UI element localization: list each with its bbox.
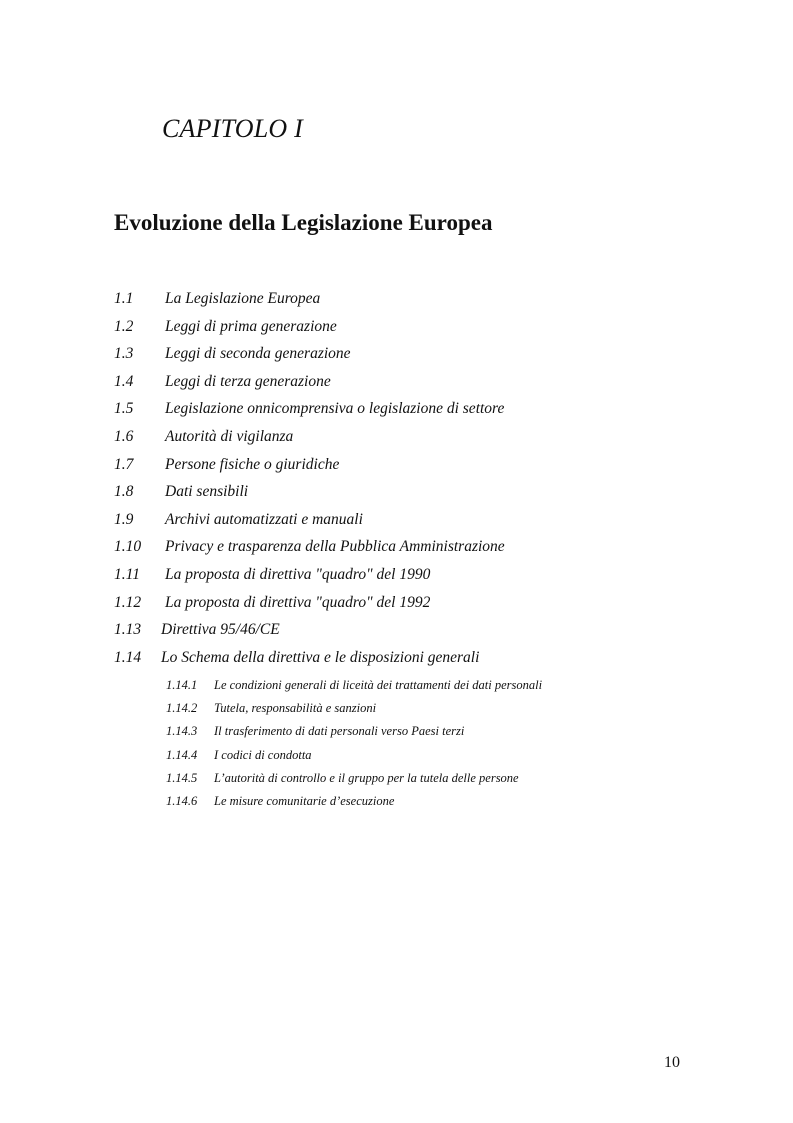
toc-subentry-title: Le misure comunitarie d’esecuzione <box>214 793 395 808</box>
toc-entry-1-1 <box>114 290 734 318</box>
toc-subentry-1-14-3 <box>166 724 726 747</box>
toc-subentry-title: Il trasferimento di dati personali verso Paesi terzi <box>214 724 465 739</box>
chapter-title: Evoluzione della Legislazione Europea <box>114 210 493 235</box>
toc-entry-title: Autorità di vigilanza <box>165 427 294 445</box>
toc-entry-number: 1.3 <box>114 345 134 363</box>
toc-entry-number: 1.4 <box>114 372 134 390</box>
toc-entry-number: 1.6 <box>114 427 134 445</box>
toc-entry-title: Privacy e trasparenza della Pubblica Amministrazione <box>165 538 505 556</box>
toc-entry-1-8 <box>114 483 734 511</box>
toc-subentry-1-14-5 <box>166 771 726 794</box>
toc-entry-1-13 <box>114 621 734 649</box>
table-of-contents <box>114 290 734 676</box>
toc-subentry-number: 1.14.2 <box>166 701 198 716</box>
toc-entry-1-3 <box>114 345 734 373</box>
toc-subentry-number: 1.14.3 <box>166 724 198 739</box>
toc-entry-title: Direttiva 95/46/CE <box>161 621 280 639</box>
toc-entry-1-4 <box>114 373 734 401</box>
toc-entry-1-6 <box>114 428 734 456</box>
toc-subentry-number: 1.14.6 <box>166 793 198 808</box>
toc-entry-number: 1.12 <box>114 593 142 611</box>
toc-entry-number: 1.11 <box>114 565 140 583</box>
toc-entry-title: Archivi automatizzati e manuali <box>165 510 363 528</box>
toc-entry-1-9 <box>114 511 734 539</box>
toc-entry-title: Lo Schema della direttiva e le disposizioni generali <box>161 648 480 666</box>
toc-subsections <box>166 678 726 817</box>
toc-entry-title: La proposta di direttiva "quadro" del 1990 <box>165 565 431 583</box>
toc-subentry-title: I codici di condotta <box>214 747 312 762</box>
toc-subentry-number: 1.14.4 <box>166 747 198 762</box>
toc-entry-title: Dati sensibili <box>165 483 249 501</box>
toc-entry-number: 1.9 <box>114 510 134 528</box>
toc-entry-1-14 <box>114 649 734 677</box>
toc-entry-title: Legislazione onnicomprensiva o legislazione di settore <box>165 400 505 418</box>
toc-subentry-1-14-2 <box>166 701 726 724</box>
page-number: 10 <box>664 1054 680 1071</box>
toc-subentry-1-14-4 <box>166 748 726 771</box>
toc-entry-title: Persone fisiche o giuridiche <box>165 455 340 473</box>
toc-subentry-title: Le condizioni generali di liceità dei trattamenti dei dati personali <box>214 678 543 692</box>
toc-entry-title: La Legislazione Europea <box>165 290 321 307</box>
toc-subentry-1-14-1 <box>166 678 726 701</box>
toc-entry-title: Leggi di prima generazione <box>165 317 337 335</box>
toc-entry-1-7 <box>114 456 734 484</box>
toc-entry-title: La proposta di direttiva "quadro" del 1992 <box>165 593 431 611</box>
toc-subentry-number: 1.14.5 <box>166 770 198 785</box>
toc-entry-title: Leggi di terza generazione <box>165 372 331 390</box>
toc-entry-1-2 <box>114 318 734 346</box>
toc-entry-number: 1.14 <box>114 648 142 666</box>
toc-entry-number: 1.1 <box>114 290 134 307</box>
toc-subentry-title: L’autorità di controllo e il gruppo per la tutela delle persone <box>214 770 519 785</box>
toc-entry-1-5 <box>114 400 734 428</box>
toc-entry-1-12 <box>114 594 734 622</box>
toc-entry-number: 1.13 <box>114 621 142 639</box>
toc-subentry-1-14-6 <box>166 794 726 817</box>
toc-entry-1-10 <box>114 538 734 566</box>
toc-entry-number: 1.2 <box>114 317 134 335</box>
toc-entry-number: 1.5 <box>114 400 134 418</box>
toc-entry-title: Leggi di seconda generazione <box>165 345 351 363</box>
toc-entry-number: 1.10 <box>114 538 142 556</box>
toc-entry-number: 1.7 <box>114 455 134 473</box>
toc-subentry-number: 1.14.1 <box>166 678 198 692</box>
toc-entry-1-11 <box>114 566 734 594</box>
toc-subentry-title: Tutela, responsabilità e sanzioni <box>214 701 377 716</box>
toc-entry-number: 1.8 <box>114 483 134 501</box>
chapter-label: CAPITOLO I <box>162 114 303 143</box>
